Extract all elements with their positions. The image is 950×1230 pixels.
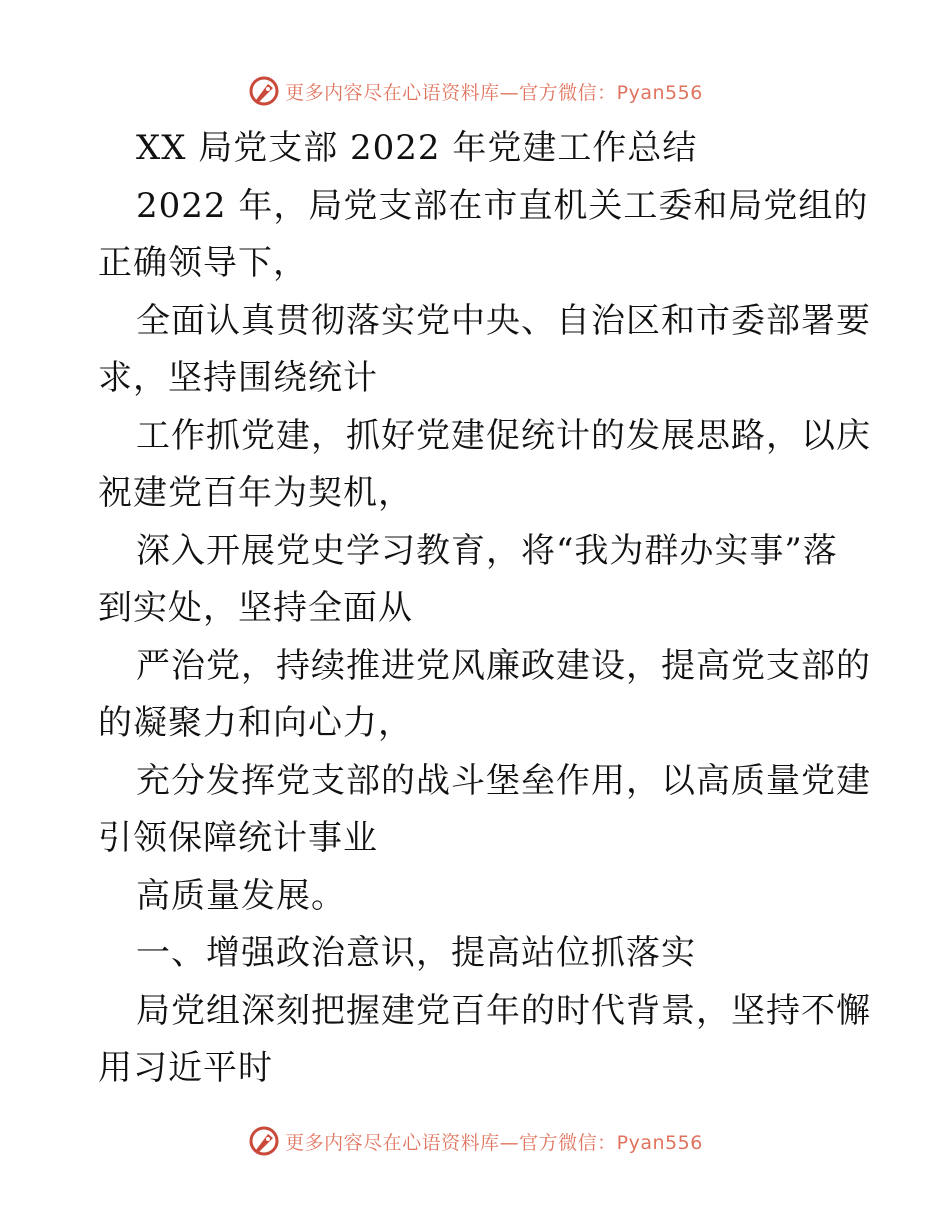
paragraph-line: 严治党，持续推进党风廉政建设，提高党支部的	[136, 645, 871, 686]
paragraph-line: 高质量发展。	[136, 875, 346, 916]
paragraph-line: 正确领导下，	[98, 243, 308, 283]
paragraph-line: 的凝聚力和向心力，	[98, 703, 413, 743]
paragraph-line: 引领保障统计事业	[98, 818, 378, 858]
document-body	[98, 120, 871, 1098]
paragraph-line: 求，坚持围绕统计	[98, 358, 378, 398]
section-heading: 一、增强政治意识，提高站位抓落实	[136, 933, 696, 973]
paragraph-line: 充分发挥党支部的战斗堡垒作用，以高质量党建	[136, 760, 871, 801]
paragraph-line: 工作抓党建，抓好党建促统计的发展思路，以庆	[136, 415, 871, 456]
header-banner	[0, 71, 950, 111]
footer-banner-text: 更多内容尽在心语资料库—官方微信：Pyan556	[285, 1131, 703, 1154]
paragraph-line: 2022 年，局党支部在市直机关工委和局党组的	[136, 185, 869, 226]
paragraph-line: 用习近平时	[98, 1048, 273, 1088]
paragraph-line: 深入开展党史学习教育，将“我为群办实事”落	[136, 530, 838, 571]
pen-nib-logo-icon	[247, 1124, 281, 1158]
document-title: XX 局党支部 2022 年党建工作总结	[136, 128, 698, 168]
paragraph-line: 全面认真贯彻落实党中央、自治区和市委部署要	[136, 300, 871, 341]
pen-nib-logo-icon	[247, 74, 281, 108]
paragraph-line: 局党组深刻把握建党百年的时代背景，坚持不懈	[136, 990, 871, 1031]
paragraph-line: 祝建党百年为契机，	[98, 473, 413, 513]
paragraph-line: 到实处，坚持全面从	[98, 588, 413, 628]
header-banner-text: 更多内容尽在心语资料库—官方微信：Pyan556	[285, 81, 703, 104]
footer-banner	[0, 1121, 950, 1161]
